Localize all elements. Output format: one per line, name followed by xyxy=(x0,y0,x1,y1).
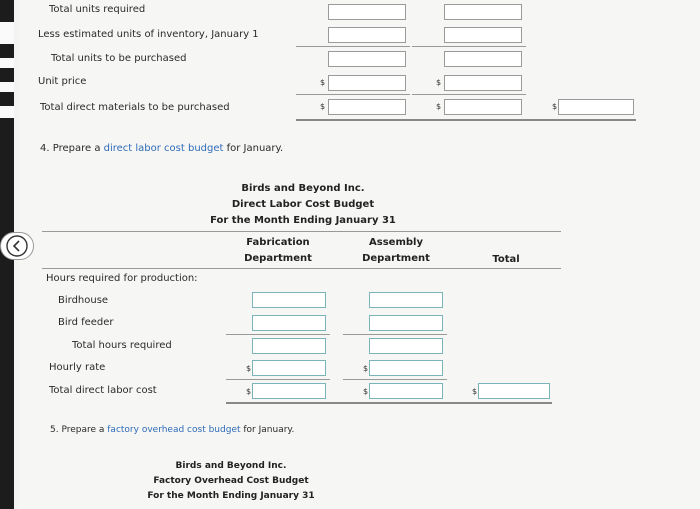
total-units-required-input-2[interactable] xyxy=(444,4,522,20)
bird-feeder-assembly-input[interactable] xyxy=(369,315,443,331)
total-direct-materials-label: Total direct materials to be purchased xyxy=(40,102,230,113)
header-rule xyxy=(42,268,561,269)
total-materials-total-input[interactable] xyxy=(558,99,634,115)
subtotal-rule xyxy=(296,46,410,47)
dollar-sign: $ xyxy=(472,387,478,396)
total-units-required-label: Total units required xyxy=(49,4,146,15)
unit-price-label: Unit price xyxy=(38,76,87,87)
subtotal-rule xyxy=(296,94,410,95)
total-labor-fabrication-input[interactable] xyxy=(252,383,326,399)
total-units-required-input-1[interactable] xyxy=(328,4,406,20)
dollar-sign: $ xyxy=(363,364,369,373)
dollar-sign: $ xyxy=(436,78,442,87)
instruction-5-prefix: 5. Prepare a xyxy=(50,425,108,435)
scroll-marker xyxy=(0,44,14,58)
scroll-marker xyxy=(0,68,14,82)
unit-price-input-2[interactable] xyxy=(444,75,522,91)
total-hours-label: Total hours required xyxy=(72,340,172,351)
subtotal-rule xyxy=(343,334,447,335)
total-hours-fabrication-input[interactable] xyxy=(252,338,326,354)
instruction-5 xyxy=(50,425,294,435)
unit-price-input-1[interactable] xyxy=(328,75,406,91)
dollar-sign: $ xyxy=(246,364,252,373)
birdhouse-assembly-input[interactable] xyxy=(369,292,443,308)
instruction-5-suffix: for January. xyxy=(240,425,295,435)
subtotal-rule xyxy=(226,379,330,380)
total-hours-assembly-input[interactable] xyxy=(369,338,443,354)
subtotal-rule xyxy=(226,334,330,335)
scroll-marker xyxy=(0,0,14,22)
col-assembly: Assembly xyxy=(369,237,423,248)
total-materials-input-2[interactable] xyxy=(444,99,522,115)
col-fabrication-sub: Department xyxy=(244,253,312,264)
report-title: Direct Labor Cost Budget xyxy=(231,199,375,210)
hourly-rate-assembly-input[interactable] xyxy=(369,360,443,376)
header-rule xyxy=(42,231,561,232)
dollar-sign: $ xyxy=(552,102,558,111)
total-double-rule xyxy=(226,402,552,404)
total-units-to-purchase-label: Total units to be purchased xyxy=(51,53,187,64)
factory-overhead-budget-link[interactable]: factory overhead cost budget xyxy=(107,425,241,435)
birdhouse-label: Birdhouse xyxy=(58,295,109,306)
report-title: Factory Overhead Cost Budget xyxy=(153,476,309,486)
report-period: For the Month Ending January 31 xyxy=(210,215,396,226)
direct-labor-cost-budget-link[interactable]: direct labor cost budget xyxy=(103,143,224,154)
birdhouse-fabrication-input[interactable] xyxy=(252,292,326,308)
bird-feeder-fabrication-input[interactable] xyxy=(252,315,326,331)
dollar-sign: $ xyxy=(320,102,326,111)
hourly-rate-fabrication-input[interactable] xyxy=(252,360,326,376)
dollar-sign: $ xyxy=(436,102,442,111)
instruction-4 xyxy=(40,143,283,154)
col-fabrication: Fabrication xyxy=(246,237,310,248)
col-total: Total xyxy=(492,254,520,265)
total-labor-assembly-input[interactable] xyxy=(369,383,443,399)
less-estimated-units-input-1[interactable] xyxy=(328,27,406,43)
total-labor-total-input[interactable] xyxy=(478,383,550,399)
subtotal-rule xyxy=(412,94,526,95)
total-direct-labor-label: Total direct labor cost xyxy=(49,385,157,396)
dollar-sign: $ xyxy=(363,387,369,396)
less-estimated-units-input-2[interactable] xyxy=(444,27,522,43)
report-period: For the Month Ending January 31 xyxy=(147,491,315,501)
col-assembly-sub: Department xyxy=(362,253,430,264)
hours-required-label: Hours required for production: xyxy=(46,273,198,284)
dollar-sign: $ xyxy=(246,387,252,396)
subtotal-rule xyxy=(343,379,447,380)
company-name: Birds and Beyond Inc. xyxy=(241,183,365,194)
units-to-purchase-input-2[interactable] xyxy=(444,51,522,67)
chevron-left-icon xyxy=(6,235,28,257)
instruction-4-prefix: 4. Prepare a xyxy=(40,143,104,154)
company-name: Birds and Beyond Inc. xyxy=(175,461,287,471)
scroll-marker xyxy=(0,92,14,106)
bird-feeder-label: Bird feeder xyxy=(58,317,114,328)
back-button[interactable] xyxy=(0,232,34,260)
subtotal-rule xyxy=(412,46,526,47)
total-double-rule xyxy=(296,119,636,121)
dollar-sign: $ xyxy=(320,78,326,87)
less-estimated-units-label: Less estimated units of inventory, January 1 xyxy=(38,29,259,40)
units-to-purchase-input-1[interactable] xyxy=(328,51,406,67)
total-materials-input-1[interactable] xyxy=(328,99,406,115)
hourly-rate-label: Hourly rate xyxy=(49,362,106,373)
scroll-marker xyxy=(0,118,14,509)
instruction-4-suffix: for January. xyxy=(223,143,284,154)
